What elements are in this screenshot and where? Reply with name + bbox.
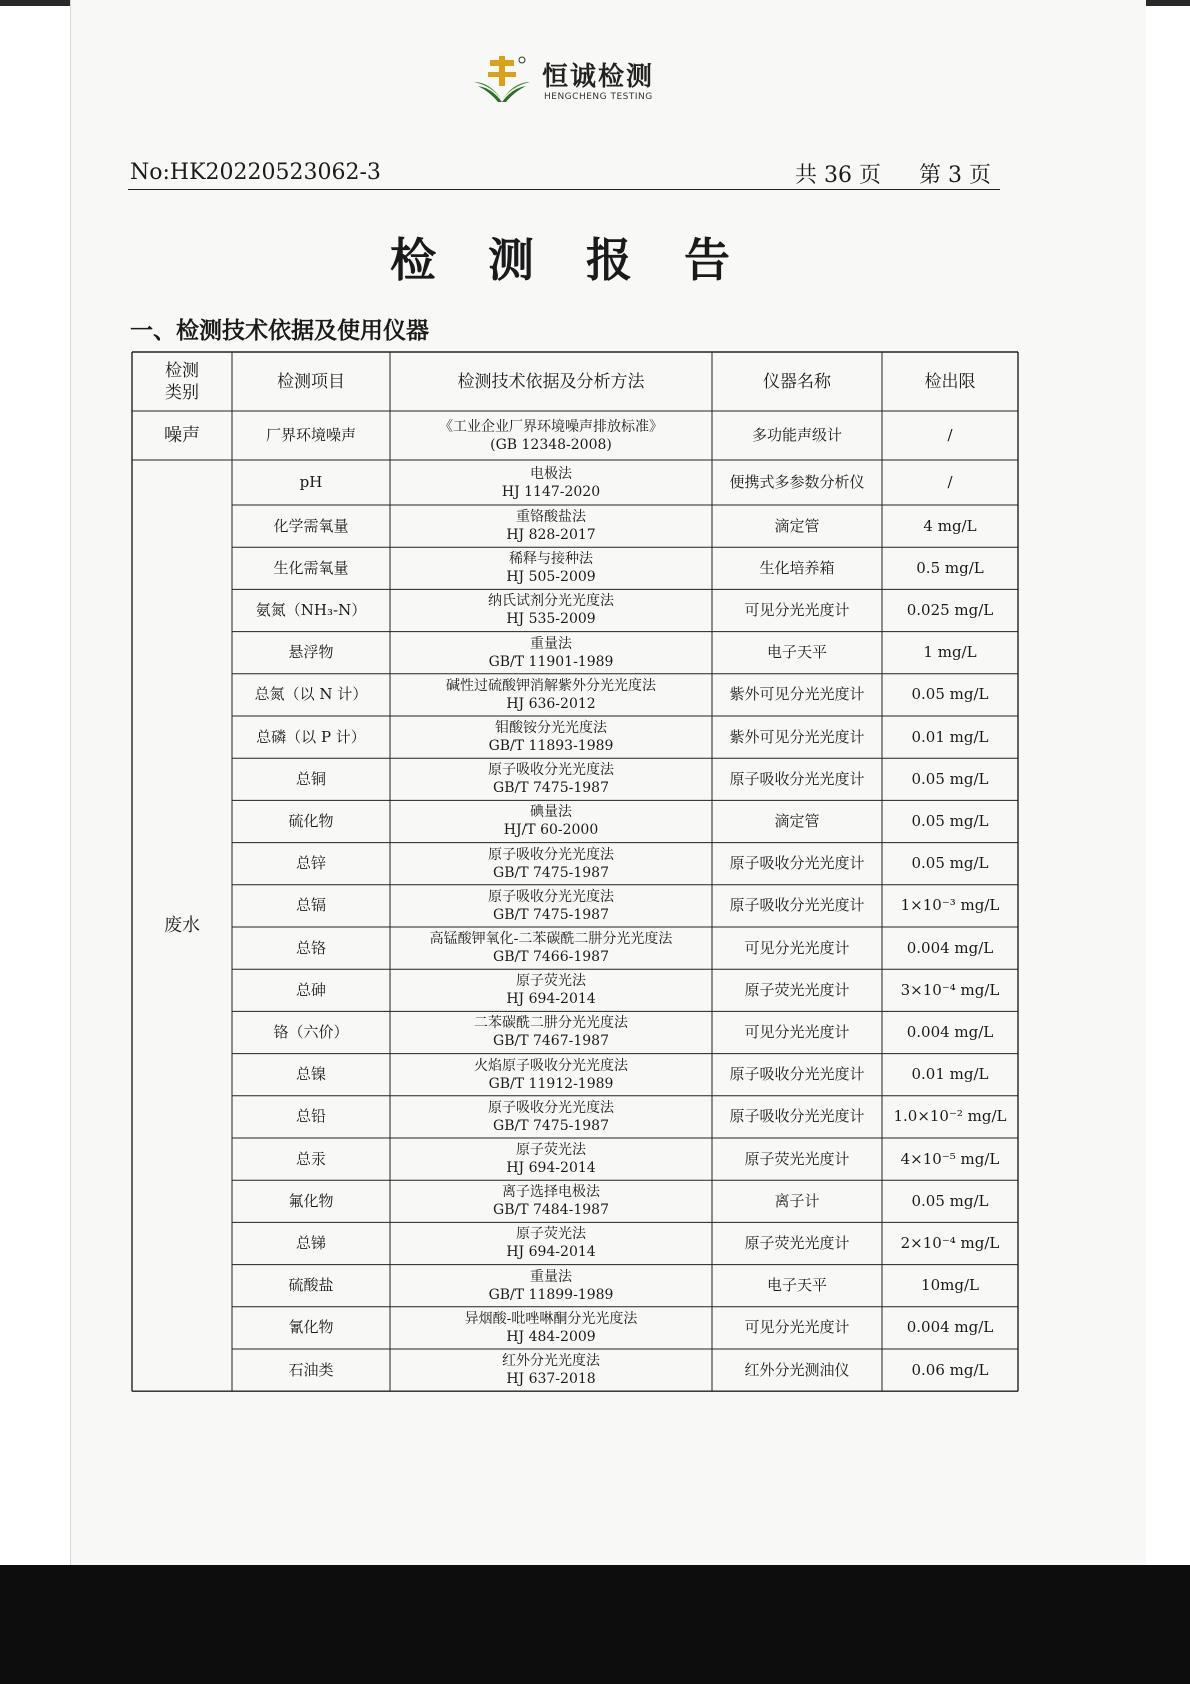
limit-label: 0.01 mg/L (911, 727, 989, 746)
row-item (232, 1096, 390, 1138)
report-title: 检测报告 (390, 233, 782, 287)
method-label: 火焰原子吸收分光光度法 (474, 1057, 628, 1074)
logo-english: HENGCHENG TESTING (544, 92, 653, 102)
method-label: 异烟酸-吡唑啉酮分光光度法 (464, 1310, 638, 1327)
standard-label: GB/T 7475-1987 (493, 1117, 609, 1134)
item-label: 氨氮（NH₃-N） (255, 600, 367, 619)
row-instrument (712, 716, 882, 758)
instrument-label: 紫外可见分光光度计 (729, 727, 865, 746)
method-label: 《工业企业厂界环境噪声排放标准》 (439, 418, 663, 435)
method-label: 纳氏试剂分光光度法 (488, 593, 614, 610)
current-page: 第 3 页 (918, 163, 991, 188)
instrument-label: 滴定管 (774, 516, 820, 535)
row-limit (882, 1054, 1018, 1096)
method-label: 重铬酸盐法 (516, 509, 586, 526)
row-method (390, 1054, 712, 1096)
standard-label: HJ/T 60-2000 (503, 822, 599, 839)
row-method (390, 1265, 712, 1307)
limit-label: 0.004 mg/L (906, 938, 994, 957)
row-item (232, 589, 390, 631)
row-method (390, 1222, 712, 1264)
row-instrument (712, 758, 882, 800)
item-label: 石油类 (288, 1360, 334, 1379)
row-limit (882, 800, 1018, 842)
row-method (390, 1349, 712, 1391)
noise-item (232, 411, 390, 460)
row-method (390, 843, 712, 885)
instrument-label: 可见分光光度计 (744, 1022, 850, 1041)
noise-category (132, 411, 232, 460)
row-instrument (712, 843, 882, 885)
instrument-label: 离子计 (774, 1191, 820, 1210)
limit-label: 4 mg/L (923, 516, 977, 535)
row-limit (882, 758, 1018, 800)
row-limit (882, 1011, 1018, 1053)
limit-label: 0.004 mg/L (906, 1022, 994, 1041)
method-label: 碘量法 (530, 804, 572, 821)
row-limit (882, 460, 1018, 505)
row-limit (882, 716, 1018, 758)
row-instrument (712, 1349, 882, 1391)
report-number: No:HK20220523062-3 (130, 160, 381, 185)
row-instrument (712, 1096, 882, 1138)
row-item (232, 1138, 390, 1180)
standard-label: HJ 484-2009 (506, 1328, 596, 1345)
item-label: 生化需氧量 (273, 558, 349, 577)
standard-label: (GB 12348-2008) (490, 436, 612, 453)
method-label: 钼酸铵分光光度法 (495, 720, 607, 737)
row-method (390, 460, 712, 505)
row-limit (882, 1265, 1018, 1307)
limit-label: 0.05 mg/L (911, 854, 989, 873)
row-item (232, 1180, 390, 1222)
header-instrument: 仪器名称 (763, 371, 831, 392)
instrument-label: 紫外可见分光光度计 (729, 685, 865, 704)
row-limit (882, 1180, 1018, 1222)
row-limit (882, 505, 1018, 547)
row-method (390, 1180, 712, 1222)
noise-instrument (712, 411, 882, 460)
noise-limit (882, 411, 1018, 460)
total-pages: 共 36 页 (795, 163, 881, 188)
row-instrument (712, 800, 882, 842)
standard-label: HJ 694-2014 (506, 991, 596, 1008)
row-item (232, 716, 390, 758)
instrument-label: 可见分光光度计 (744, 938, 850, 957)
item-label: 总铜 (295, 769, 326, 788)
standard-label: GB/T 7475-1987 (493, 864, 609, 881)
standard-label: GB/T 7475-1987 (493, 906, 609, 923)
instrument-label: 电子天平 (766, 643, 827, 662)
row-method (390, 885, 712, 927)
method-label: 原子吸收分光光度法 (488, 846, 614, 863)
row-method (390, 674, 712, 716)
row-instrument (712, 1222, 882, 1264)
row-instrument (712, 589, 882, 631)
standard-label: GB/T 7484-1987 (493, 1202, 609, 1219)
row-limit (882, 1307, 1018, 1349)
limit-label: 0.06 mg/L (911, 1360, 989, 1379)
standard-label: HJ 505-2009 (506, 569, 596, 586)
method-label: 电极法 (530, 465, 572, 482)
row-item (232, 1011, 390, 1053)
water-category (132, 460, 232, 1391)
standard-label: HJ 1147-2020 (501, 483, 601, 500)
limit-label: 2×10⁻⁴ mg/L (900, 1233, 1000, 1252)
limit-label: 0.05 mg/L (911, 685, 989, 704)
row-item (232, 547, 390, 589)
standard-label: HJ 694-2014 (506, 1160, 596, 1177)
row-method (390, 1011, 712, 1053)
method-label: 重量法 (530, 1268, 572, 1285)
row-limit (882, 843, 1018, 885)
standard-label: HJ 694-2014 (506, 1244, 596, 1261)
row-instrument (712, 632, 882, 674)
method-label: 原子吸收分光光度法 (488, 1099, 614, 1116)
section-title: 一、检测技术依据及使用仪器 (130, 318, 429, 344)
standard-label: GB/T 11893-1989 (488, 738, 614, 755)
row-method (390, 632, 712, 674)
row-method (390, 505, 712, 547)
row-method (390, 969, 712, 1011)
standard-label: HJ 637-2018 (506, 1371, 596, 1388)
standard-label: HJ 828-2017 (506, 527, 596, 544)
item-label: 氟化物 (288, 1191, 334, 1210)
limit-label: 0.004 mg/L (906, 1318, 994, 1337)
row-method (390, 800, 712, 842)
row-item (232, 969, 390, 1011)
row-instrument (712, 1054, 882, 1096)
item-label: pH (299, 473, 323, 491)
header-limit: 检出限 (924, 371, 976, 392)
header-item: 检测项目 (277, 371, 345, 392)
limit-label: 0.05 mg/L (911, 769, 989, 788)
item-label: 厂界环境噪声 (265, 426, 356, 444)
instrument-label: 可见分光光度计 (744, 1318, 850, 1337)
row-method (390, 758, 712, 800)
instrument-label: 红外分光测油仪 (744, 1360, 850, 1379)
row-limit (882, 547, 1018, 589)
item-label: 氰化物 (288, 1318, 334, 1337)
row-item (232, 1222, 390, 1264)
instrument-label: 原子吸收分光光度计 (729, 896, 865, 915)
standard-label: GB/T 7466-1987 (493, 949, 609, 966)
row-item (232, 885, 390, 927)
row-limit (882, 1349, 1018, 1391)
row-method (390, 1096, 712, 1138)
row-limit (882, 927, 1018, 969)
row-instrument (712, 1180, 882, 1222)
instrument-label: 原子荧光光度计 (744, 1149, 850, 1168)
method-label: 重量法 (530, 635, 572, 652)
limit-label: 0.025 mg/L (906, 600, 994, 619)
row-item (232, 460, 390, 505)
instrument-label: 生化培养箱 (759, 558, 835, 577)
row-instrument (712, 927, 882, 969)
method-label: 原子吸收分光光度法 (488, 762, 614, 779)
limit-label: 4×10⁻⁵ mg/L (900, 1149, 1000, 1168)
header-category: 检测类别 (165, 360, 199, 403)
standard-label: GB/T 11912-1989 (488, 1075, 614, 1092)
row-limit (882, 1096, 1018, 1138)
method-label: 红外分光光度法 (502, 1353, 600, 1370)
instrument-label: 原子吸收分光光度计 (729, 854, 865, 873)
logo-name: 恒诚检测 (542, 62, 655, 92)
limit-label: 0.01 mg/L (911, 1065, 989, 1084)
instrument-label: 原子吸收分光光度计 (729, 1065, 865, 1084)
instrument-label: 滴定管 (774, 811, 820, 830)
limit-label: 1 mg/L (923, 643, 977, 662)
row-instrument (712, 1011, 882, 1053)
item-label: 硫化物 (288, 811, 334, 830)
row-instrument (712, 505, 882, 547)
row-method (390, 1138, 712, 1180)
standard-label: HJ 636-2012 (506, 695, 596, 712)
method-label: 离子选择电极法 (502, 1184, 600, 1201)
item-label: 总铬 (295, 938, 326, 957)
row-instrument (712, 1265, 882, 1307)
item-label: 总锌 (295, 854, 326, 873)
standard-label: GB/T 7467-1987 (493, 1033, 609, 1050)
limit-label: 1×10⁻³ mg/L (900, 896, 1000, 915)
row-limit (882, 632, 1018, 674)
instrument-label: 电子天平 (766, 1276, 827, 1295)
instrument-label: 原子荧光光度计 (744, 980, 850, 999)
limit-label: / (947, 426, 953, 444)
instrument-label: 原子吸收分光光度计 (729, 1107, 865, 1126)
item-label: 总汞 (295, 1149, 326, 1168)
instrument-label: 便携式多参数分析仪 (729, 473, 865, 491)
row-instrument (712, 885, 882, 927)
item-label: 悬浮物 (288, 643, 334, 662)
limit-label: 0.05 mg/L (911, 811, 989, 830)
method-label: 原子荧光法 (516, 973, 586, 990)
standard-label: GB/T 11901-1989 (488, 653, 614, 670)
method-label: 原子吸收分光光度法 (488, 888, 614, 905)
header-method: 检测技术依据及分析方法 (457, 371, 645, 392)
category-label: 废水 (164, 915, 200, 937)
noise-method (390, 411, 712, 460)
row-instrument (712, 1138, 882, 1180)
standard-label: GB/T 11899-1989 (488, 1286, 614, 1303)
row-item (232, 927, 390, 969)
limit-label: 0.05 mg/L (911, 1191, 989, 1210)
item-label: 总氮（以 N 计） (254, 685, 368, 704)
row-item (232, 632, 390, 674)
category-label: 噪声 (164, 425, 200, 446)
row-item (232, 674, 390, 716)
row-limit (882, 969, 1018, 1011)
row-item (232, 505, 390, 547)
row-method (390, 547, 712, 589)
instrument-label: 原子吸收分光光度计 (729, 769, 865, 788)
row-limit (882, 1138, 1018, 1180)
row-instrument (712, 969, 882, 1011)
row-method (390, 716, 712, 758)
limit-label: 0.5 mg/L (916, 558, 984, 577)
limit-label: / (947, 473, 953, 491)
standard-label: GB/T 7475-1987 (493, 780, 609, 797)
row-limit (882, 885, 1018, 927)
limit-label: 1.0×10⁻² mg/L (893, 1107, 1007, 1126)
row-limit (882, 1222, 1018, 1264)
row-instrument (712, 547, 882, 589)
limit-label: 10mg/L (921, 1276, 979, 1295)
item-label: 总铅 (295, 1107, 326, 1126)
row-item (232, 1265, 390, 1307)
row-method (390, 927, 712, 969)
limit-label: 3×10⁻⁴ mg/L (900, 980, 1000, 999)
item-label: 总砷 (295, 980, 326, 999)
method-label: 原子荧光法 (516, 1142, 586, 1159)
row-instrument (712, 1307, 882, 1349)
instrument-label: 可见分光光度计 (744, 600, 850, 619)
row-item (232, 1349, 390, 1391)
item-label: 总镉 (295, 896, 326, 915)
item-label: 总磷（以 P 计） (256, 727, 366, 746)
row-method (390, 1307, 712, 1349)
row-instrument (712, 674, 882, 716)
standard-label: HJ 535-2009 (506, 611, 596, 628)
row-item (232, 800, 390, 842)
row-item (232, 1307, 390, 1349)
instrument-label: 多功能声级计 (751, 426, 842, 444)
row-limit (882, 674, 1018, 716)
item-label: 化学需氧量 (273, 516, 349, 535)
item-label: 铬（六价） (273, 1022, 349, 1041)
row-limit (882, 589, 1018, 631)
instrument-label: 原子荧光光度计 (744, 1233, 850, 1252)
row-item (232, 843, 390, 885)
row-item (232, 758, 390, 800)
row-item (232, 1054, 390, 1096)
method-label: 高锰酸钾氧化-二苯碳酰二肼分光光度法 (429, 931, 673, 948)
item-label: 硫酸盐 (288, 1276, 334, 1295)
method-label: 原子荧光法 (516, 1226, 586, 1243)
item-label: 总锑 (295, 1233, 326, 1252)
row-instrument (712, 460, 882, 505)
method-label: 二苯碳酰二肼分光光度法 (474, 1015, 628, 1032)
method-label: 稀释与接种法 (509, 551, 593, 568)
row-method (390, 589, 712, 631)
method-label: 碱性过硫酸钾消解紫外分光光度法 (446, 677, 656, 694)
item-label: 总镍 (295, 1065, 326, 1084)
